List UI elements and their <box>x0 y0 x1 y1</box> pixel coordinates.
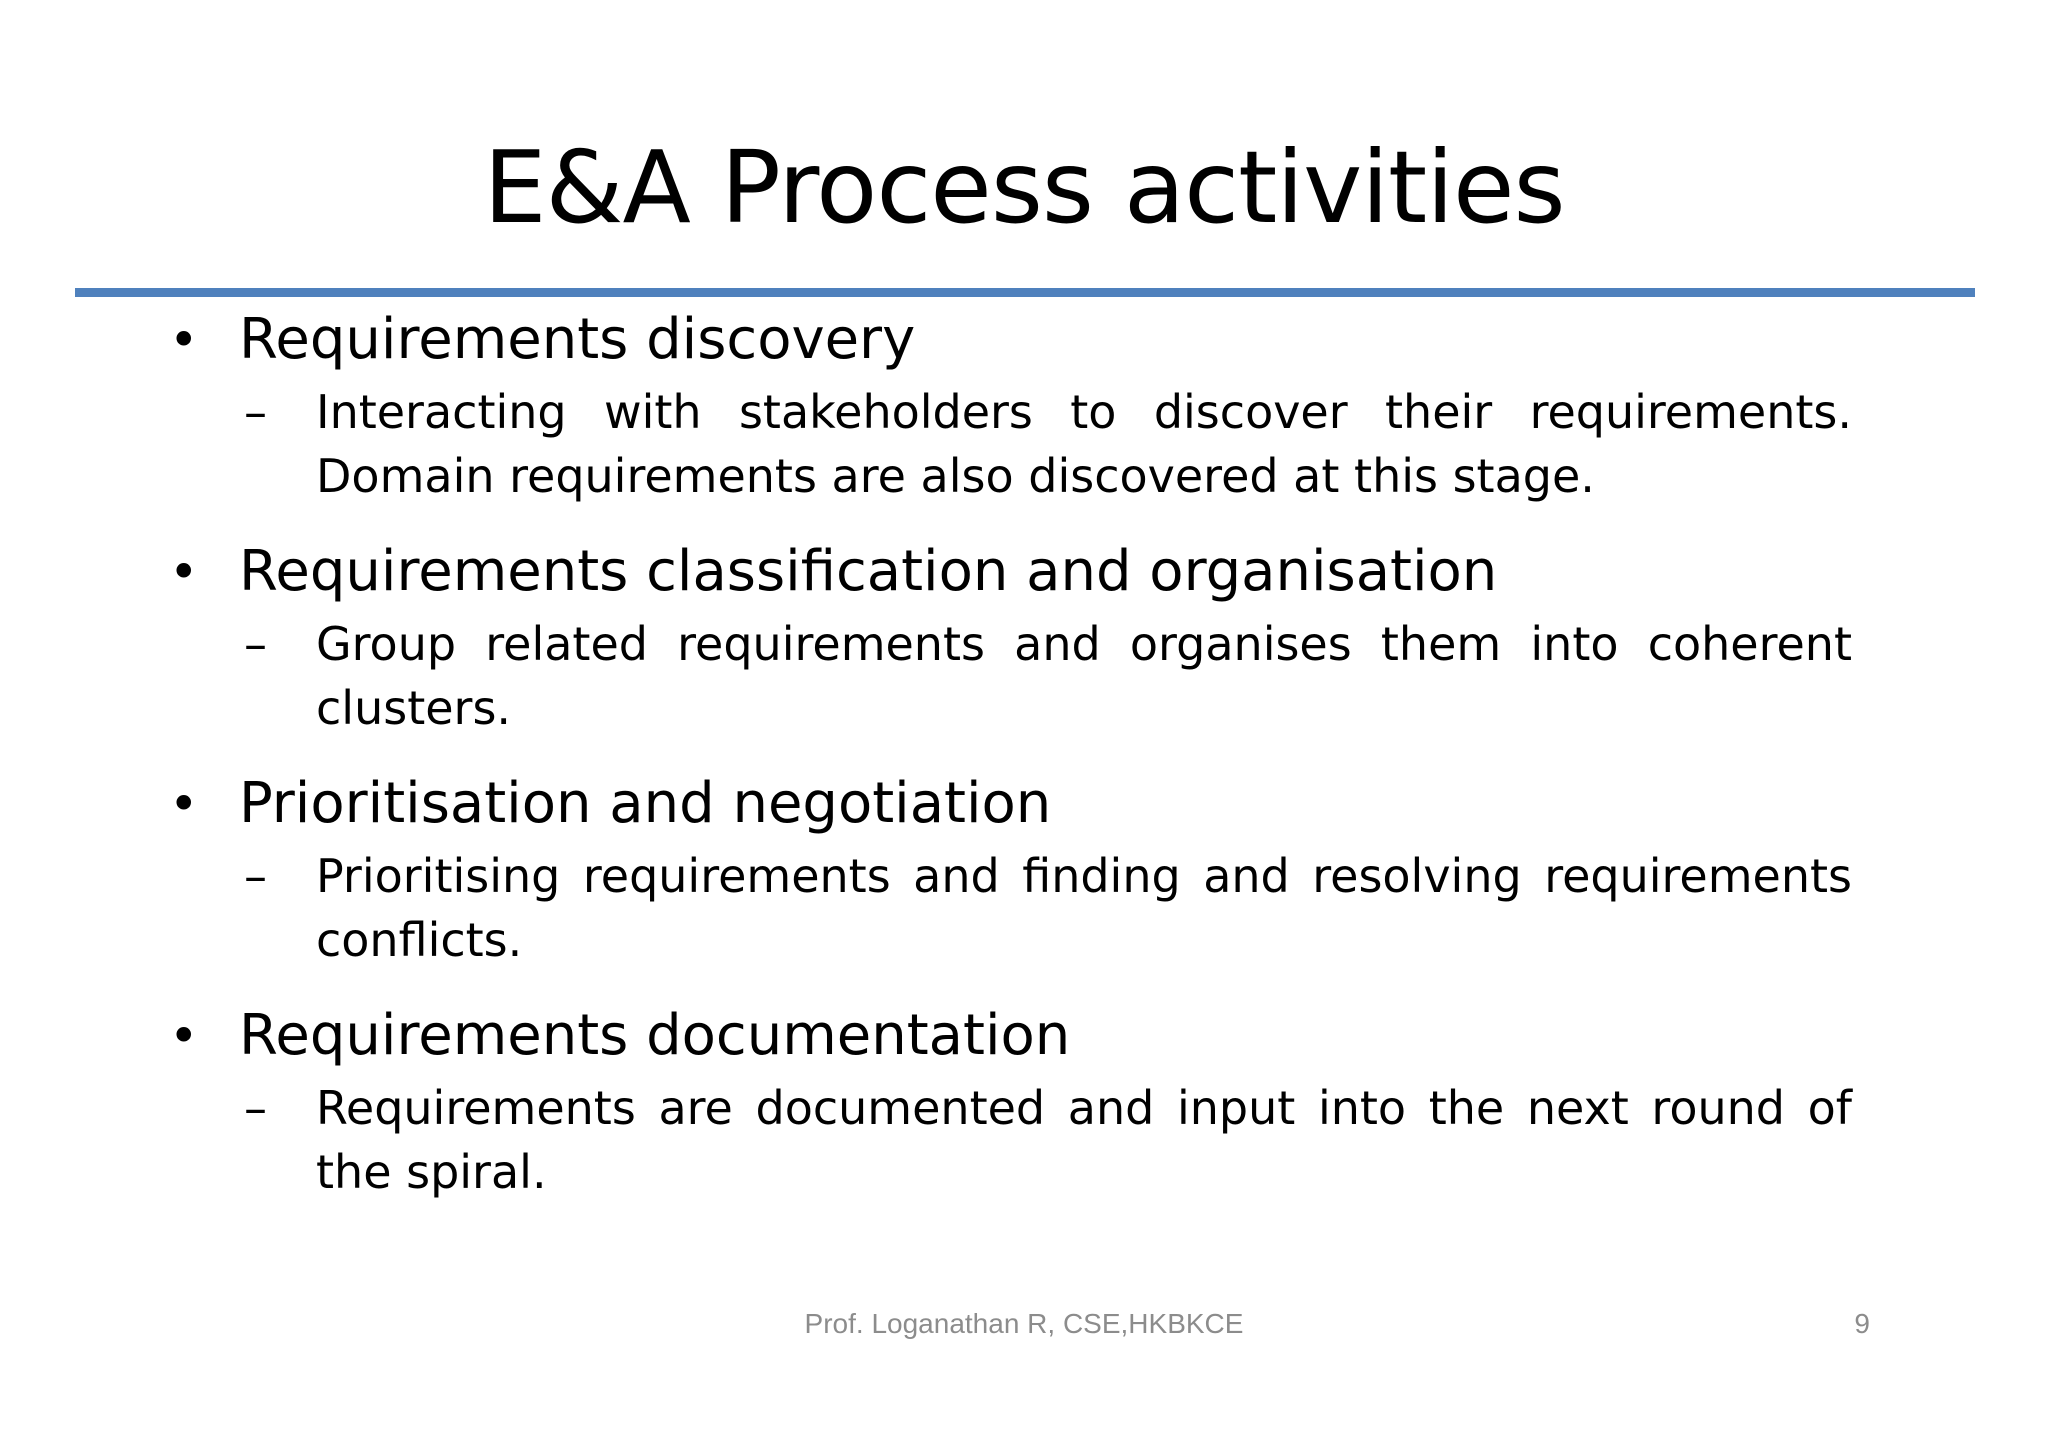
bullet-icon: • <box>169 311 199 369</box>
dash-icon: – <box>244 1081 267 1135</box>
footer-author: Prof. Loganathan R, CSE,HKBKCE <box>804 1308 1244 1339</box>
sub-bullet-text: Prioritising requirements and finding and resolving requirements conflicts. <box>316 849 1852 967</box>
bullet-heading <box>165 764 1855 844</box>
bullet-icon: • <box>169 1007 199 1065</box>
sub-bullet <box>244 844 1852 972</box>
sub-bullet-text: Requirements are documented and input into the next round of the spiral. <box>316 1081 1852 1199</box>
slide-title: E&A Process activities <box>483 129 1565 246</box>
bullet-list <box>165 300 1855 1228</box>
list-item <box>165 300 1855 508</box>
bullet-heading <box>165 996 1855 1076</box>
sub-bullet-text: Interacting with stakeholders to discover their requirements. Domain requirements are also discovered at this stage. <box>316 385 1852 503</box>
dash-icon: – <box>244 617 267 671</box>
sub-bullet <box>244 380 1852 508</box>
list-item <box>165 532 1855 740</box>
bullet-heading-text: Requirements documentation <box>239 1003 1071 1068</box>
bullet-icon: • <box>169 543 199 601</box>
page-number: 9 <box>1854 1308 1870 1339</box>
bullet-heading-text: Requirements classification and organisation <box>239 539 1498 604</box>
bullet-icon: • <box>169 775 199 833</box>
list-item <box>165 764 1855 972</box>
dash-icon: – <box>244 849 267 903</box>
sub-bullet-text: Group related requirements and organises them into coherent clusters. <box>316 617 1852 735</box>
bullet-heading-text: Prioritisation and negotiation <box>239 771 1052 836</box>
bullet-heading <box>165 532 1855 612</box>
sub-bullet <box>244 1076 1852 1204</box>
sub-bullet <box>244 612 1852 740</box>
bullet-heading-text: Requirements discovery <box>239 307 916 372</box>
title-divider <box>75 288 1975 297</box>
bullet-heading <box>165 300 1855 380</box>
dash-icon: – <box>244 385 267 439</box>
list-item <box>165 996 1855 1204</box>
